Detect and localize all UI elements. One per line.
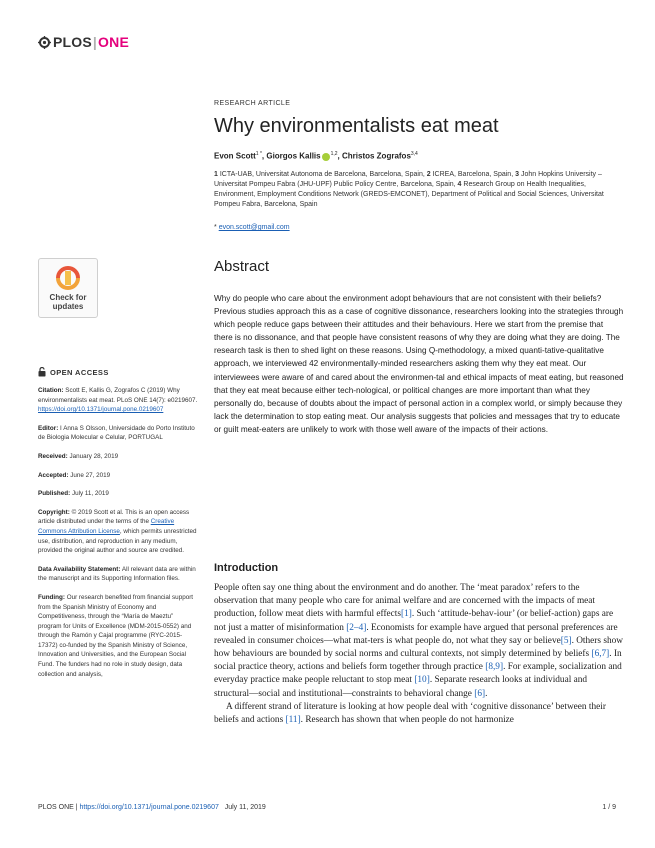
check-updates-icon	[54, 266, 82, 290]
affiliations	[214, 170, 624, 210]
email-star: *	[214, 224, 217, 231]
open-access-label: OPEN ACCESS	[50, 367, 109, 377]
intro-paragraph-2	[214, 701, 624, 727]
received-label: Received:	[38, 452, 68, 460]
open-lock-icon	[38, 367, 46, 377]
intro-text: People often say one thing about the environment and do another. The ‘meat paradox’ refers to the observation that many people who care for animal welfare and are concerned with the impacts of meat production, follow meat diets with harmful effects	[214, 583, 596, 620]
logo-separator: |	[92, 34, 98, 50]
logo-one-text: ONE	[98, 34, 129, 50]
page-number: 1 / 9	[602, 804, 616, 811]
author-2-affil: 1,2	[330, 151, 338, 157]
citation-ref[interactable]: [8,9]	[485, 662, 504, 673]
article-type: RESEARCH ARTICLE	[214, 100, 291, 107]
author-list	[214, 151, 624, 161]
orcid-icon[interactable]	[322, 153, 330, 161]
citation-ref[interactable]: [10]	[414, 675, 430, 686]
received-date: January 28, 2019	[69, 452, 119, 460]
author-2[interactable]: , Giorgos Kallis	[261, 151, 321, 161]
affiliation-3: John Hopkins University – Universitat Pompeu Fabra (JHU-UPF) Public Policy Centre, Barcelona, Spain,	[214, 171, 602, 188]
intro-text: . Others show how behaviours are bounded by social norms and cultural contexts, not simply determined by beliefs	[214, 635, 623, 660]
funding-label: Funding:	[38, 593, 65, 601]
author-1-affil: 1 *	[255, 151, 262, 157]
funding-text: Our research benefited from financial support from the Spanish Ministry of Economy and Competitiveness, through the “María de Maeztu” program for Units of Excellence (MDM-2015-0552) and through the Ramón y Cajal programme (RYC-2015-17372) co-funded by the Spanish Ministry of Science, Innovation and Universities, and the European Social Fund. The funders had no role in study design, data collection and analysis,	[38, 593, 194, 678]
citation-ref[interactable]: [11]	[285, 715, 301, 726]
check-for-updates-badge[interactable]	[38, 258, 98, 318]
affil-number-1: 1	[214, 171, 218, 178]
citation-ref[interactable]: [1]	[401, 609, 412, 620]
plos-logo-icon	[38, 36, 51, 49]
intro-text: . For example, socialization and everyday practice make people reluctant to stop meat	[214, 662, 622, 686]
published-date: July 11, 2019	[71, 490, 109, 498]
published-label: Published:	[38, 490, 71, 498]
citation-ref[interactable]: [2–4]	[346, 622, 367, 633]
intro-text: . Economists for example have argued that personal preferences are revealed in consumer choices—what mat-ters is what people do, not what they say or believe	[214, 622, 618, 646]
license-link[interactable]: Creative Commons Attribution License	[38, 518, 175, 535]
footer-separator: |	[73, 804, 80, 811]
editor-label: Editor:	[38, 424, 59, 432]
citation-block	[38, 386, 198, 415]
intro-text: .	[485, 688, 488, 699]
affiliation-2: ICREA, Barcelona, Spain,	[432, 171, 514, 178]
author-3[interactable]: , Christos Zografos	[337, 151, 411, 161]
editor-block	[38, 424, 198, 443]
intro-text: . In social practice theory, actions and beliefs form together through practice	[214, 649, 622, 673]
intro-text: . Separate research looks at individual and structural—social and institutional—constraints to behavioral change	[214, 675, 588, 699]
affil-number-2: 2	[426, 171, 431, 178]
citation-doi-link[interactable]: https://doi.org/10.1371/journal.pone.0219607	[38, 406, 164, 414]
footer-doi-link[interactable]: https://doi.org/10.1371/journal.pone.0219607	[79, 804, 219, 811]
affiliation-1: ICTA-UAB, Universitat Autonoma de Barcelona, Barcelona, Spain,	[219, 171, 425, 178]
affil-number-4: 4	[457, 181, 462, 188]
data-availability-label: Data Availability Statement:	[38, 565, 121, 573]
abstract-heading: Abstract	[214, 258, 270, 275]
data-availability-block	[38, 565, 198, 584]
intro-text: . Research has shown that when people do not harmonize	[300, 715, 514, 726]
citation-ref[interactable]: [5]	[560, 635, 572, 646]
received-block	[38, 452, 198, 462]
author-3-affil: 3,4	[410, 151, 418, 157]
affil-number-3: 3	[515, 171, 519, 178]
logo-plos-text: PLOS	[53, 34, 92, 50]
data-availability-text: All relevant data are within the manuscript and its Supporting Information files.	[38, 565, 196, 583]
accepted-label: Accepted:	[38, 471, 69, 479]
abstract-text: Why do people who care about the environment adopt behaviours that are not consistent with their beliefs? Previous studies approach this as a case of cognitive dissonance, researchers looking into the strategies through which people reduce gaps between their attitudes and their behaviours. Here we start from the premise that there is no dissonance, and that people have consistent reasons of why they are doing what they are doing. The research task is then to shed light on these reasons. Using Q-methodology, a mixed quanti-tative-qualitative approach, we interviewed 42 environmentally-minded researchers asking them why they eat meat. Our interviewees were aware of and cared about the environmen-tal and ethical impacts of meat eating, but reasoned that they eat meat because either tech-nological, or political changes are more important than what they personally do, because of doubts about the impact of personal action in a complex world, or simply because they lack the determination to stop eating meat. Our analysis suggests that policies and messages that try to educate or guilt meat-eaters are unlikely to work with those well aware of the impacts of their actions.	[214, 294, 624, 434]
copyright-text-1: © 2019 Scott et al. This is an open access article distributed under the terms of the	[38, 508, 190, 526]
published-block	[38, 489, 198, 499]
email-link[interactable]: evon.scott@gmail.com	[218, 224, 290, 231]
introduction-heading: Introduction	[214, 562, 279, 574]
check-updates-label: Check for updates	[49, 292, 87, 311]
affiliation-4: Research Group on Health Inequalities, Environment, Employment Conditions Network (GREDS-EMCONET), Department of Political and Social Sciences, Universitat Pompeu Fabra, Barcelona, Spain	[214, 181, 604, 208]
accepted-block	[38, 471, 198, 481]
author-1[interactable]: Evon Scott	[214, 151, 256, 161]
intro-paragraph-1	[214, 582, 624, 701]
footer-citation	[38, 804, 266, 811]
corresponding-email	[214, 224, 624, 231]
copyright-label: Copyright:	[38, 508, 70, 516]
intro-text: . Such ‘attitude-behav-iour’ (or belief-action) gaps are not just a matter of misinformation	[214, 609, 614, 633]
intro-text: A different strand of literature is looking at how people deal with ‘cognitive dissonance’ between their beliefs and actions	[214, 701, 606, 726]
footer-date: July 11, 2019	[224, 804, 266, 811]
open-access-badge	[38, 367, 109, 377]
copyright-text-2: , which permits unrestricted use, distribution, and reproduction in any medium, provided the original author and source are credited.	[38, 527, 197, 555]
citation-ref[interactable]: [6,7]	[591, 649, 610, 660]
citation-ref[interactable]: [6]	[474, 688, 486, 699]
plos-one-logo[interactable]	[38, 34, 129, 50]
accepted-date: June 27, 2019	[70, 471, 111, 479]
footer-journal: PLOS ONE	[38, 804, 74, 811]
article-metadata-sidebar	[38, 386, 198, 688]
page-footer	[38, 804, 616, 811]
citation-label: Citation:	[38, 387, 64, 394]
funding-block	[38, 593, 198, 679]
article-title: Why environmentalists eat meat	[214, 115, 499, 137]
editor-text: I Anna S Olsson, Universidade do Porto Instituto de Biologia Molecular e Celular, PORTUGAL	[38, 424, 195, 442]
citation-text: Scott E, Kallis G, Zografos C (2019) Why environmentalists eat meat. PLoS ONE 14(7): e0219607.	[38, 387, 198, 404]
introduction-body	[214, 582, 624, 727]
copyright-block	[38, 508, 198, 556]
